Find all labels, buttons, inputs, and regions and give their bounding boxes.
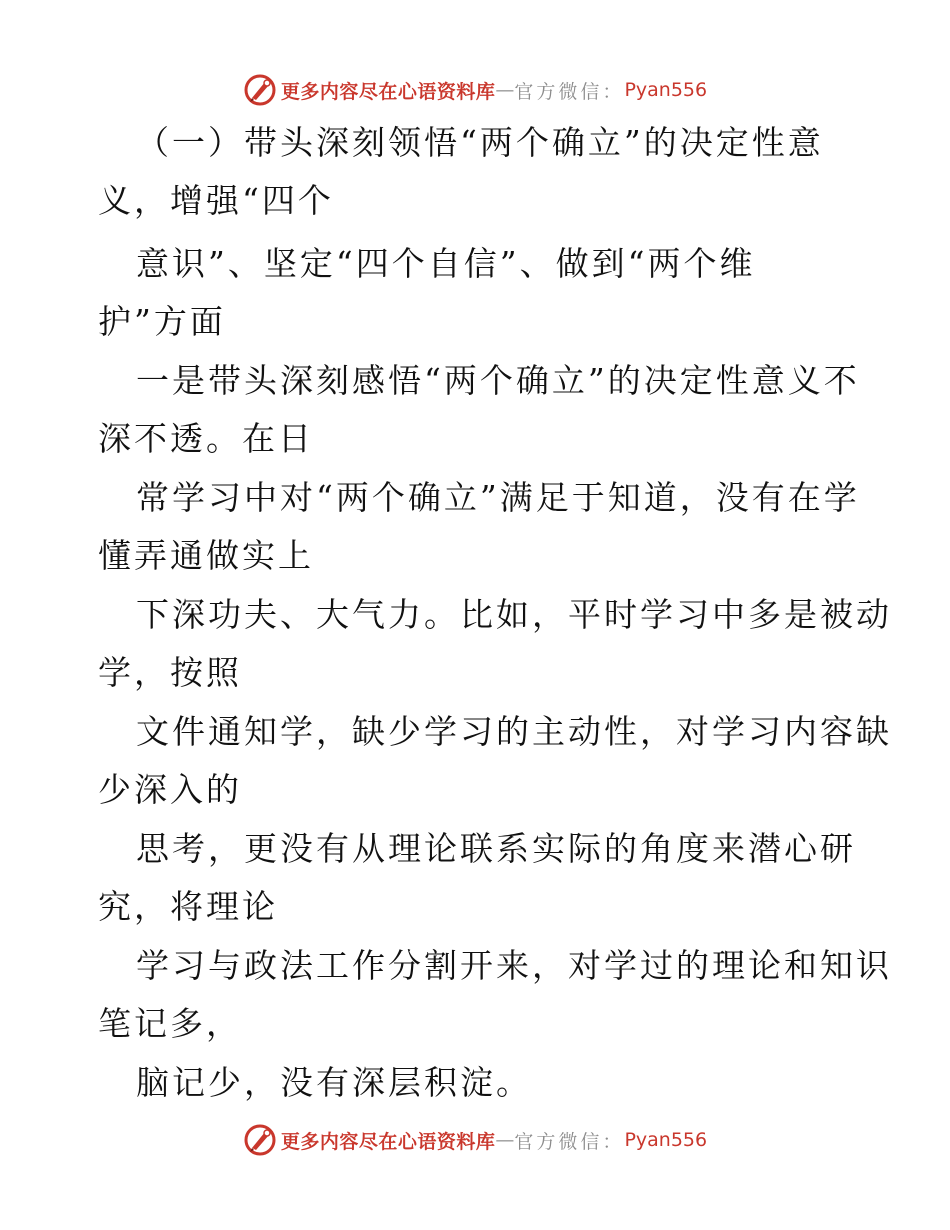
text-line: 文件通知学，缺少学习的主动性，对学习内容缺 <box>136 712 892 751</box>
text-line: 懂弄通做实上 <box>98 536 314 575</box>
header-watermark <box>0 70 950 110</box>
quill-pen-logo-icon <box>243 73 277 107</box>
text-line: 思考，更没有从理论联系实际的角度来潜心研 <box>136 829 856 868</box>
text-line: 下深功夫、大气力。比如，平时学习中多是被动 <box>136 595 892 634</box>
text-line: 少深入的 <box>98 770 242 809</box>
text-line: 笔记多， <box>98 1004 242 1043</box>
text-line: 护”方面 <box>98 302 226 341</box>
watermark-wechat-id: Pyan556 <box>624 79 708 101</box>
text-line: 究，将理论 <box>98 887 278 926</box>
footer-watermark <box>0 1120 950 1160</box>
text-line: 深不透。在日 <box>98 419 314 458</box>
text-line: 脑记少，没有深层积淀。 <box>136 1063 532 1102</box>
watermark-wechat-label: 官方微信： <box>514 80 625 103</box>
watermark-wechat-label: 官方微信： <box>514 1130 625 1153</box>
text-line: 义，增强“四个 <box>98 181 334 220</box>
watermark-brand-text: 更多内容尽在心语资料库 <box>280 1130 496 1153</box>
watermark-separator: — <box>495 79 515 101</box>
watermark-wechat-id: Pyan556 <box>624 1129 708 1151</box>
watermark-brand-text: 更多内容尽在心语资料库 <box>280 80 496 103</box>
text-line: 意识”、坚定“四个自信”、做到“两个维 <box>136 244 756 283</box>
text-line: 一是带头深刻感悟“两个确立”的决定性意义不 <box>136 361 860 400</box>
quill-pen-logo-icon <box>243 1123 277 1157</box>
watermark-separator: — <box>495 1129 515 1151</box>
text-line: 学习与政法工作分割开来，对学过的理论和知识 <box>136 946 892 985</box>
text-line: 常学习中对“两个确立”满足于知道，没有在学 <box>136 478 860 517</box>
text-line: 学，按照 <box>98 653 242 692</box>
text-line: （一）带头深刻领悟“两个确立”的决定性意 <box>136 123 824 162</box>
